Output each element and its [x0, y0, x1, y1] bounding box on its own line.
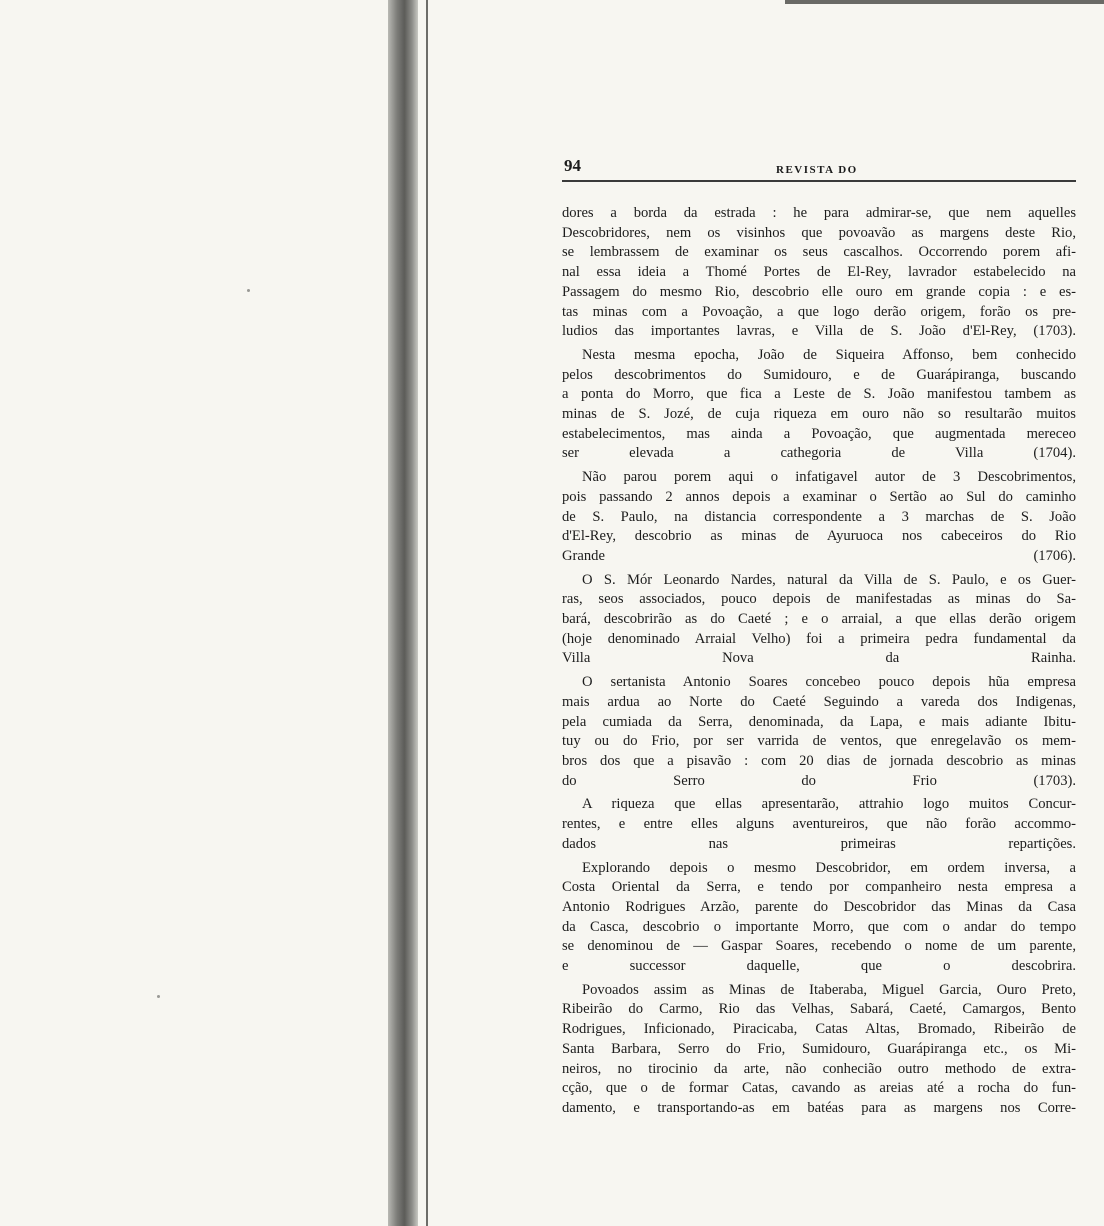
text-line: tas minas com a Povoação, a que logo derão origem, forão os pre- — [562, 303, 1076, 320]
text-line: pelos descobrimentos do Sumidouro, e de Guarápiranga, buscando — [562, 366, 1076, 383]
text-line: d'El-Rey, descobrio as minas de Ayuruoca nos cabeceiros do Rio — [562, 528, 1076, 545]
paragraph — [562, 468, 1076, 567]
text-line: O sertanista Antonio Soares concebeo pouco depois hũa empresa — [582, 674, 1076, 691]
binding-gutter — [388, 0, 418, 1226]
text-line: Não parou porem aqui o infatigavel autor de 3 Descobrimentos, — [582, 469, 1076, 486]
text-line: se lembrassem de examinar os seus cascalhos. Occorrendo porem afi- — [562, 244, 1076, 261]
text-line: Explorando depois o mesmo Descobridor, em ordem inversa, a — [582, 859, 1076, 876]
text-line: bará, descobrirão as do Caeté ; e o arraial, a que ellas derão origem — [562, 611, 1076, 628]
text-line: Passagem do mesmo Rio, descobrio elle ouro em grande copia : e es- — [562, 283, 1076, 300]
text-line: minas de S. Jozé, de cuja riqueza em ouro não so resultarão muitos — [562, 406, 1076, 423]
text-line: Povoados assim as Minas de Itaberaba, Miguel Garcia, Ouro Preto, — [582, 981, 1076, 998]
paragraph — [562, 673, 1076, 791]
text-line: dados nas primeiras repartições. — [562, 835, 1076, 852]
paragraph — [562, 859, 1076, 977]
text-line: e successor daquelle, que o descobrira. — [562, 958, 1076, 975]
text-line: Nesta mesma epocha, João de Siqueira Affonso, bem conhecido — [582, 346, 1076, 363]
text-line: Santa Barbara, Serro do Frio, Sumidouro, Guarápiranga etc., os Mi- — [562, 1040, 1076, 1057]
text-line: se denominou de — Gaspar Soares, recebendo o nome de um parente, — [562, 938, 1076, 955]
text-line: nal essa ideia a Thomé Portes de El-Rey, lavrador estabelecido na — [562, 264, 1076, 281]
gutter-edge-line — [426, 0, 428, 1226]
text-line: A riqueza que ellas apresentarão, attrahio logo muitos Concur- — [582, 796, 1076, 813]
text-line: Grande (1706). — [562, 547, 1076, 564]
body-text — [562, 204, 1076, 1119]
text-line: rentes, e entre elles alguns aventureiros, que não forão accommo- — [562, 816, 1076, 833]
text-line: estabelecimentos, mas ainda a Povoação, que augmentada mereceo — [562, 425, 1076, 442]
paragraph — [562, 346, 1076, 464]
page-number: 94 — [564, 156, 581, 175]
text-line: de S. Paulo, na distancia correspondente a 3 marchas de S. João — [562, 508, 1076, 525]
paragraph — [562, 571, 1076, 670]
scan-top-edge — [785, 0, 1104, 4]
text-line: Ribeirão do Carmo, Rio das Velhas, Sabará, Caeté, Camargos, Bento — [562, 1001, 1076, 1018]
text-line: mais ardua ao Norte do Caeté Seguindo a vareda dos Indigenas, — [562, 693, 1076, 710]
text-line: Descobridores, nem os visinhos que povoavão as margens deste Rio, — [562, 224, 1076, 241]
text-line: ras, seos associados, pouco depois de manifestadas as minas do Sa- — [562, 591, 1076, 608]
text-line: cção, que o de formar Catas, cavando as areias até a rocha do fun- — [562, 1080, 1076, 1097]
text-line: O S. Mór Leonardo Nardes, natural da Villa de S. Paulo, e os Guer- — [582, 571, 1076, 588]
text-line: do Serro do Frio (1703). — [562, 772, 1076, 789]
text-line: neiros, no tirocinio da arte, não conhecião outro methodo de extra- — [562, 1060, 1076, 1077]
paragraph — [562, 204, 1076, 342]
text-line: (hoje denominado Arraial Velho) foi a primeira pedra fundamental da — [562, 630, 1076, 647]
text-line: Antonio Rodrigues Arzão, parente do Descobridor das Minas da Casa — [562, 898, 1076, 915]
text-line: bros dos que a pisavão : com 20 dias de jornada descobrio as minas — [562, 752, 1076, 769]
text-line: damento, e transportando-as em batéas para as margens nos Corre- — [562, 1099, 1076, 1116]
text-line: pois passando 2 annos depois a examinar o Sertão ao Sul do caminho — [562, 488, 1076, 505]
paragraph — [562, 795, 1076, 854]
scan-speck — [157, 995, 160, 998]
paragraph — [562, 981, 1076, 1119]
text-line: pela cumiada da Serra, denominada, da Lapa, e mais adiante Ibitu- — [562, 713, 1076, 730]
text-line: Rodrigues, Inficionado, Piracicaba, Catas Altas, Bromado, Ribeirão de — [562, 1021, 1076, 1038]
text-line: a ponta do Morro, que fica a Leste de S. João manifestou tambem as — [562, 386, 1076, 403]
scan-speck — [247, 289, 250, 292]
text-line: ludios das importantes lavras, e Villa de S. João d'El-Rey, (1703). — [562, 323, 1076, 340]
text-line: Costa Oriental da Serra, e tendo por companheiro nesta empresa a — [562, 879, 1076, 896]
text-line: Villa Nova da Rainha. — [562, 650, 1076, 667]
journal-title: REVISTA DO — [776, 164, 858, 176]
text-line: da Casca, descobrio o importante Morro, que com o andar do tempo — [562, 918, 1076, 935]
running-head — [562, 150, 1076, 182]
text-line: dores a borda da estrada : he para admirar-se, que nem aquelles — [562, 205, 1076, 221]
text-line: ser elevada a cathegoria de Villa (1704). — [562, 445, 1076, 462]
text-line: tuy ou do Frio, por ser varrida de ventos, que enregelavão os mem- — [562, 733, 1076, 750]
book-page — [562, 150, 1076, 1123]
